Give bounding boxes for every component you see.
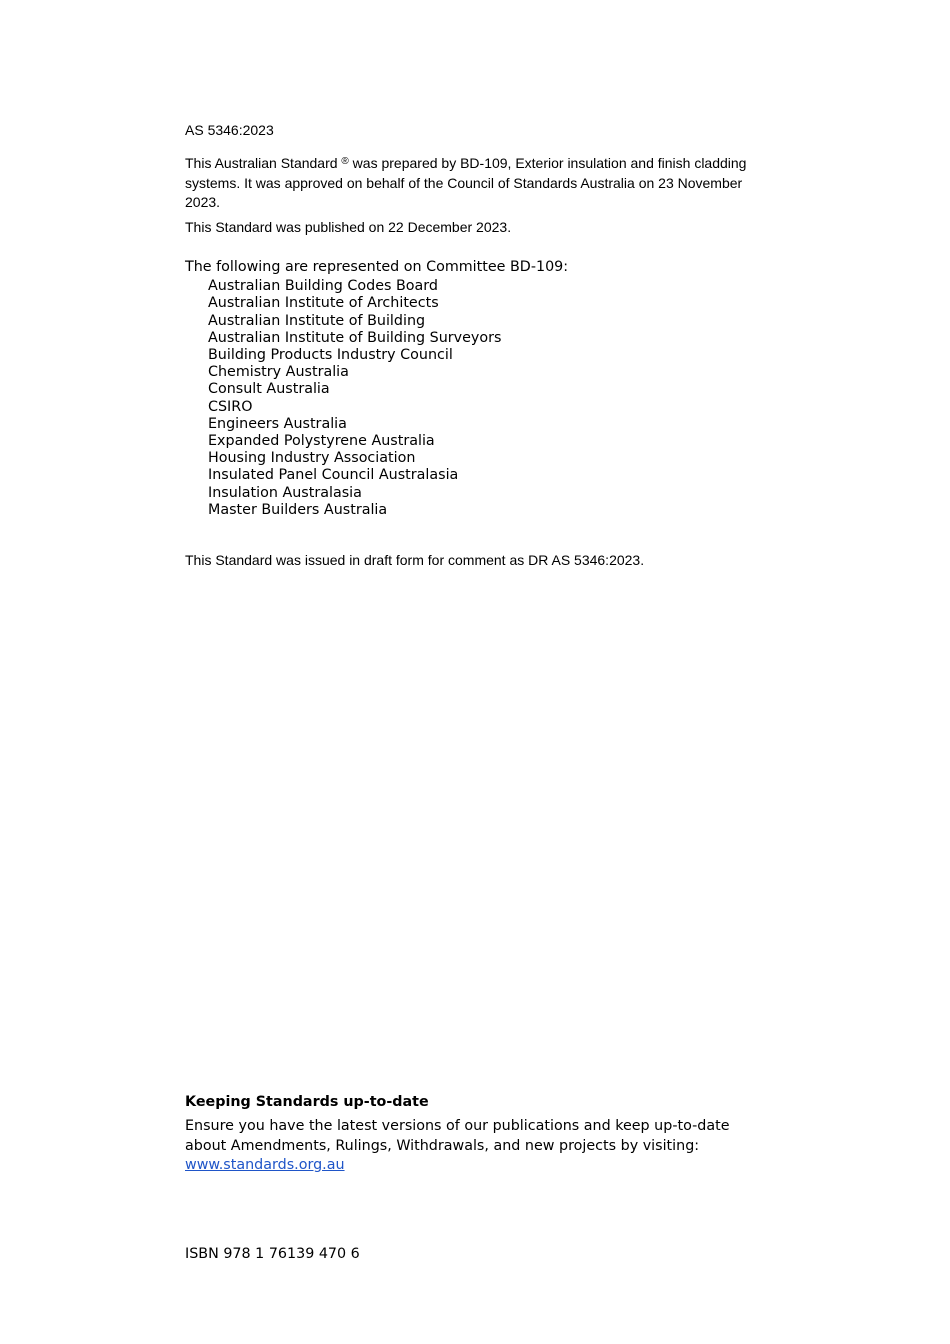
publication-date-statement: This Standard was published on 22 December 2023.: [185, 219, 512, 235]
committee-member: Housing Industry Association: [208, 450, 416, 467]
committee-member: Engineers Australia: [208, 415, 347, 432]
isbn: ISBN 978 1 76139 470 6: [185, 1246, 360, 1262]
preparation-text-start: This Australian Standard: [185, 155, 342, 171]
committee-member: Insulated Panel Council Australasia: [208, 467, 459, 484]
standards-website-link[interactable]: www.standards.org.au: [185, 1157, 345, 1173]
committee-member: Australian Institute of Building Surveyors: [208, 329, 502, 346]
committee-member: Expanded Polystyrene Australia: [208, 433, 435, 450]
committee-member: Australian Institute of Architects: [208, 295, 439, 312]
keeping-title: Keeping Standards up-to-date: [185, 1094, 429, 1110]
keeping-up-to-date-section: [185, 1094, 765, 1176]
committee-member: Insulation Australasia: [208, 484, 362, 501]
registered-mark: ®: [341, 156, 349, 167]
committee-member-list: [208, 278, 568, 519]
preparation-statement: [185, 154, 760, 213]
committee-member: Chemistry Australia: [208, 364, 349, 381]
preparation-text-end: was prepared by BD-109, Exterior insulation and finish cladding systems. It was approved on behalf of the Council of Standards Australia on 23 November 2023.: [185, 155, 747, 210]
keeping-text: Ensure you have the latest versions of our publications and keep up-to-date about Amendments, Rulings, Withdrawals, and new projects by visiting:: [185, 1118, 730, 1154]
committee-member: Australian Building Codes Board: [208, 278, 438, 295]
draft-note: This Standard was issued in draft form for comment as DR AS 5346:2023.: [185, 552, 645, 568]
committee-member: CSIRO: [208, 398, 253, 415]
committee-member: Master Builders Australia: [208, 501, 388, 518]
committee-intro: The following are represented on Committee BD-109:: [185, 259, 569, 275]
document-id: AS 5346:2023: [185, 122, 274, 138]
committee-member: Consult Australia: [208, 381, 330, 398]
committee-member: Building Products Industry Council: [208, 347, 453, 364]
committee-section: [185, 259, 568, 519]
committee-member: Australian Institute of Building: [208, 312, 426, 329]
